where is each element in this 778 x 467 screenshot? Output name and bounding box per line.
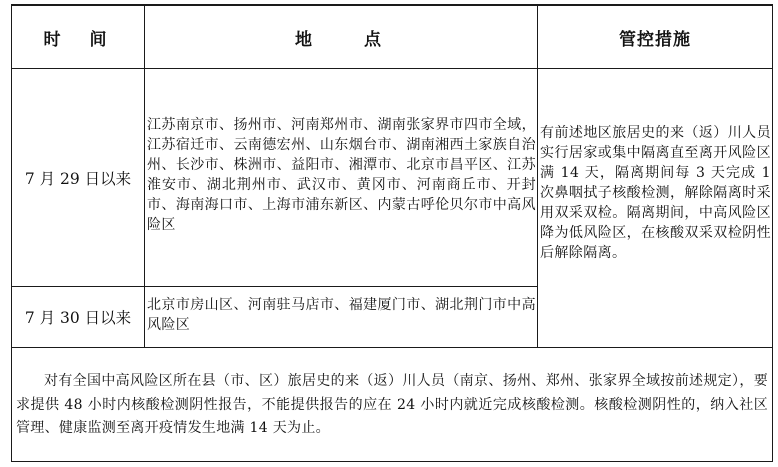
header-place: 地 点 [295, 29, 387, 50]
table-border-bottom [11, 461, 773, 462]
row2-place: 北京市房山区、河南驻马店市、福建厦门市、湖北荆门市中高风险区 [147, 297, 536, 333]
footnote-text: 对有全国中高风险区所在县（市、区）旅居史的来（返）川人员（南京、扬州、郑州、张家界全域按前述规定），要求提供 48 小时内核酸检测阴性报告，不能提供报告的应在 24 小时内就近完成核酸检测。核酸检测阴性的，纳入社区管理、健康监测至离开疫情发生地满 14 天为止。 [16, 373, 768, 436]
body-divider [11, 347, 773, 348]
row1-time: 7 月 29 日以来 [24, 169, 132, 188]
header-time: 时 间 [43, 29, 113, 50]
measures-text: 有前述地区旅居史的来（返）川人员实行居家或集中隔离直至离开风险区满 14 天，隔离期间每 3 天完成 1 次鼻咽拭子核酸检测，解除隔离时采用双采双检。隔离期间，中高风险区降为低风险区，在核酸双采双检阴性后解除隔离。 [540, 125, 771, 261]
row1-place: 江苏南京市、扬州市、河南郑州市、湖南张家界市四市全域，江苏宿迁市、云南德宏州、山东烟台市、湖南湘西土家族自治州、长沙市、株洲市、益阳市、湘潭市、北京市昌平区、江苏淮安市、湖北荆州市、武汉市、黄冈市、河南商丘市、开封市、海南海口市、上海市浦东新区、内蒙古呼伦贝尔市中高风险区 [147, 117, 536, 233]
table-border-right [772, 4, 773, 462]
row2-time: 7 月 30 日以来 [24, 309, 132, 327]
header-measures: 管控措施 [619, 29, 691, 50]
